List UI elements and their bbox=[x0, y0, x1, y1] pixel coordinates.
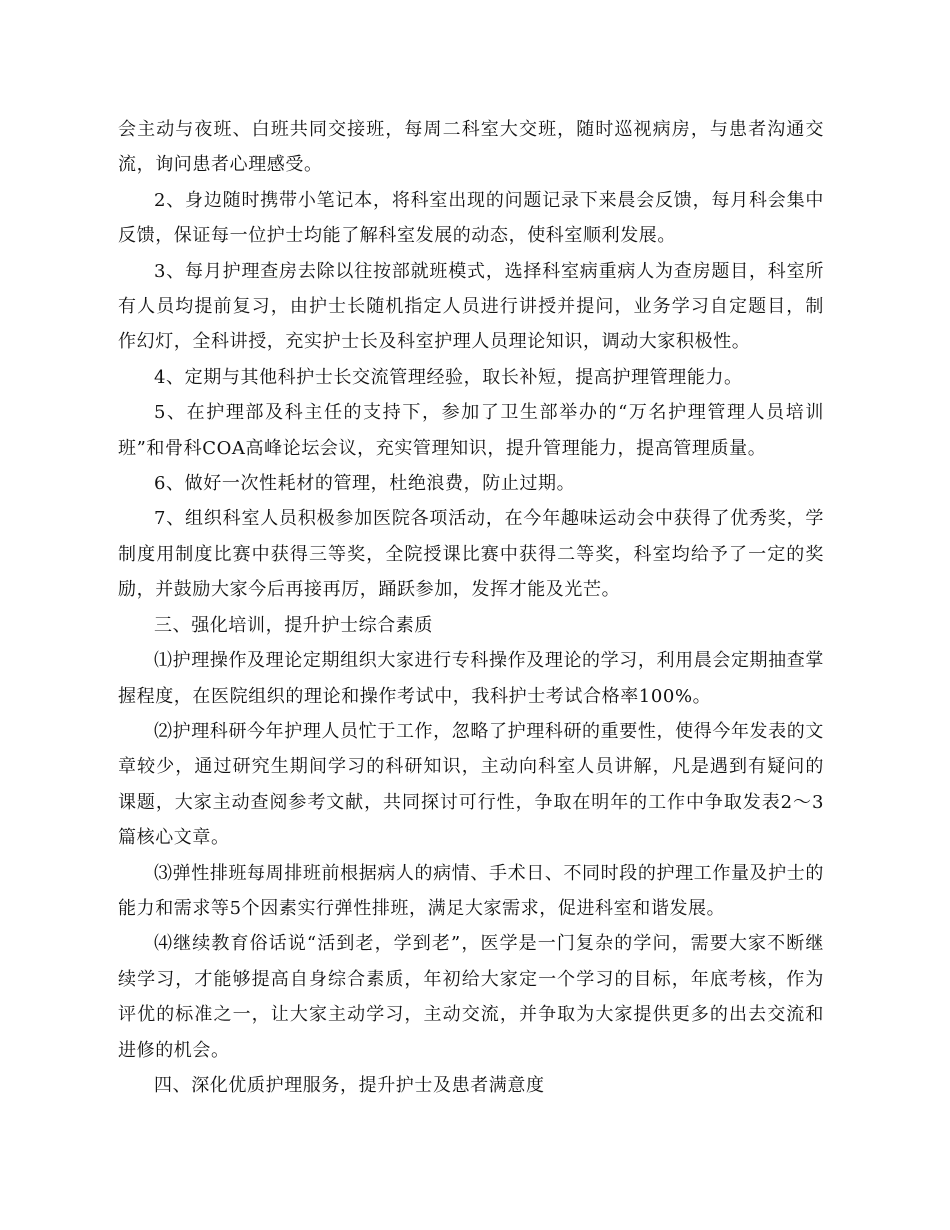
document-body bbox=[118, 112, 824, 1103]
paragraph-item-7-activities: 7、组织科室人员积极参加医院各项活动，在今年趣味运动会中获得了优秀奖，学制度用制度比赛中获得三等奖，全院授课比赛中获得二等奖，科室均给予了一定的奖励，并鼓励大家今后再接再厉，踊跃参加，发挥才能及光芒。 bbox=[118, 508, 824, 601]
paragraph-sub-2-research: ⑵护理科研今年护理人员忙于工作，忽略了护理科研的重要性，使得今年发表的文章较少，通过研究生期间学习的科研知识，主动向科室人员讲解，凡是遇到有疑问的课题，大家主动查阅参考文献，共同探讨可行性，争取在明年的工作中争取发表2～3篇核心文章。 bbox=[118, 720, 824, 849]
paragraph-item-5-training: 5、在护理部及科主任的支持下，参加了卫生部举办的“万名护理管理人员培训班”和骨科COA高峰论坛会议，充实管理知识，提升管理能力，提高管理质量。 bbox=[118, 402, 824, 459]
paragraph-item-4-exchange: 4、定期与其他科护士长交流管理经验，取长补短，提高护理管理能力。 bbox=[154, 366, 743, 388]
paragraph-sub-3-scheduling: ⑶弹性排班每周排班前根据病人的病情、手术日、不同时段的护理工作量及护士的能力和需求等5个因素实行弹性排班，满足大家需求，促进科室和谐发展。 bbox=[118, 862, 824, 919]
paragraph-sub-1-operations: ⑴护理操作及理论定期组织大家进行专科操作及理论的学习，利用晨会定期抽查掌握程度，在医院组织的理论和操作考试中，我科护士考试合格率100%。 bbox=[118, 650, 824, 707]
paragraph-continued-handover: 会主动与夜班、白班共同交接班，每周二科室大交班，随时巡视病房，与患者沟通交流，询问患者心理感受。 bbox=[118, 119, 824, 176]
paragraph-sub-4-education: ⑷继续教育俗话说“活到老，学到老”，医学是一门复杂的学问，需要大家不断继续学习，才能够提高自身综合素质，年初给大家定一个学习的目标，年底考核，作为评优的标准之一，让大家主动学习，主动交流，并争取为大家提供更多的出去交流和进修的机会。 bbox=[118, 933, 824, 1061]
section-heading-4: 四、深化优质护理服务，提升护士及患者满意度 bbox=[154, 1074, 545, 1096]
paragraph-item-3-ward-rounds: 3、每月护理查房去除以往按部就班模式，选择科室病重病人为查房题目，科室所有人员均提前复习，由护士长随机指定人员进行讲授并提问，业务学习自定题目，制作幻灯，全科讲授，充实护士长及科室护理人员理论知识，调动大家积极性。 bbox=[118, 260, 824, 353]
paragraph-item-2-notebook: 2、身边随时携带小笔记本，将科室出现的问题记录下来晨会反馈，每月科会集中反馈，保证每一位护士均能了解科室发展的动态，使科室顺利发展。 bbox=[118, 189, 824, 247]
paragraph-item-6-consumables: 6、做好一次性耗材的管理，杜绝浪费，防止过期。 bbox=[154, 473, 576, 495]
section-heading-3: 三、强化培训，提升护士综合素质 bbox=[154, 614, 433, 636]
